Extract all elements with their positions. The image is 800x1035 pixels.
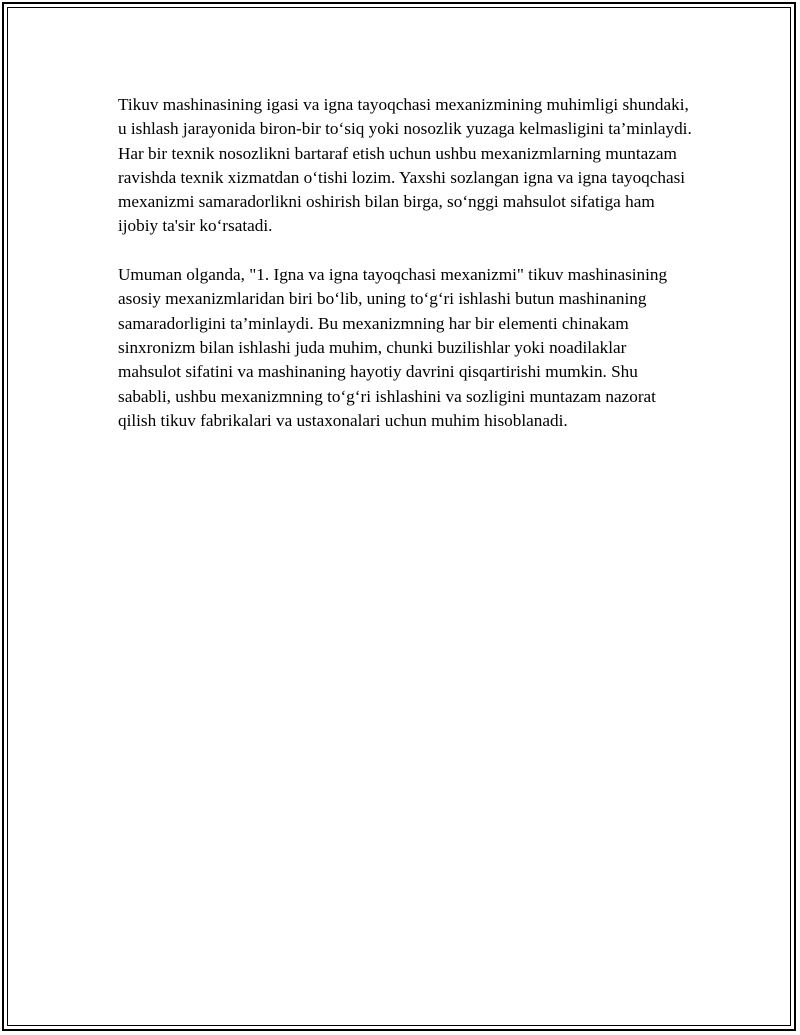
paragraph-1: Tikuv mashinasining igasi va igna tayoqchasi mexanizmining muhimligi shundaki, u ishlash jarayonida biron-bir to‘siq yoki nosozlik yuzaga kelmasligini ta’minlaydi. Har bir texnik nosozlikni bartaraf etish uchun ushbu mexanizmlarning muntazam ravishda texnik xizmatdan o‘tishi lozim. Yaxshi sozlangan igna va igna tayoqchasi mexanizmi samaradorlikni oshirish bilan birga, so‘nggi mahsulot sifatiga ham ijobiy ta'sir ko‘rsatadi.: [118, 95, 692, 236]
paragraph-2: Umuman olganda, "1. Igna va igna tayoqchasi mexanizmi" tikuv mashinasining asosiy mexanizmlaridan biri bo‘lib, uning to‘g‘ri ishlashi butun mashinaning samaradorligini ta’minlaydi. Bu mexanizmning har bir elementi chinakam sinxronizm bilan ishlashi juda muhim, chunki buzilishlar yoki noadilaklar mahsulot sifatini va mashinaning hayotiy davrini qisqartirishi mumkin. Shu sababli, ushbu mexanizmning to‘g‘ri ishlashini va sozligini muntazam nazorat qilish tikuv fabrikalari va ustaxonalari uchun muhim hisoblanadi.: [118, 265, 668, 430]
document-body: [118, 93, 693, 457]
